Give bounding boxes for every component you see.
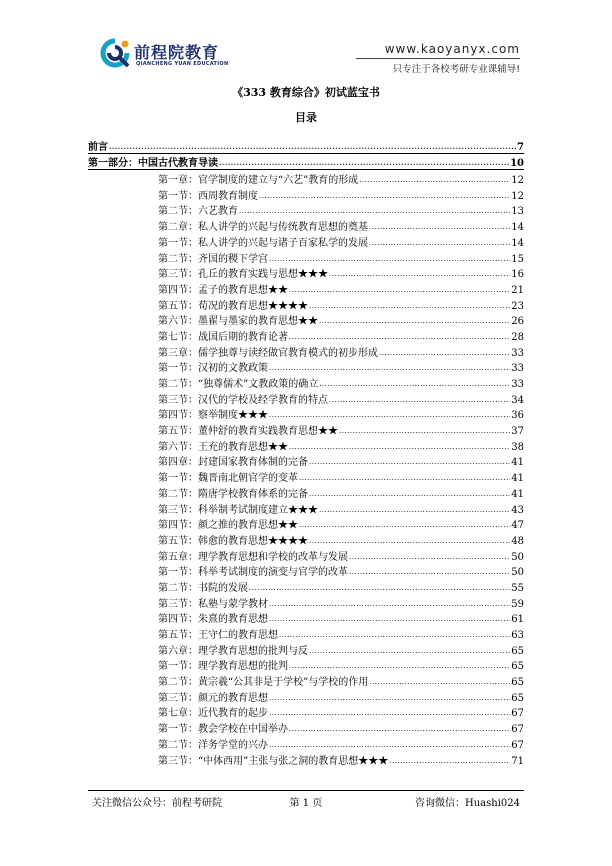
toc-leader-dots [319,378,510,390]
toc-entry-title: 第六节：王充的教育思想★★ [158,441,288,453]
toc-entry-page: 67 [511,739,524,751]
toc-entry-title: 第六章：理学教育思想的批判与反 [158,645,308,657]
toc-section-entry[interactable] [88,390,524,406]
toc-part-entry[interactable] [88,154,524,171]
toc-entry-title: 第四节：孟子的教育思想★★ [158,284,288,296]
toc-entry-page: 21 [511,284,524,296]
toc-entry-title: 第二节：洋务学堂的兴办 [158,739,268,751]
toc-leader-dots [249,582,510,594]
toc-leader-dots [339,425,510,437]
toc-leader-dots [269,598,510,610]
toc-entry-title: 第三节：汉代的学校及经学教育的特点 [158,394,328,406]
toc-entry-page: 23 [511,300,524,312]
toc-section-entry[interactable] [88,672,524,688]
brand-logo [100,38,260,74]
toc-section-entry[interactable] [88,657,524,673]
toc-leader-dots [289,660,510,672]
toc-leader-dots [329,394,510,406]
toc-leader-dots [219,157,509,169]
toc-leader-dots [269,707,510,719]
toc-entry-title: 第二节：六艺教育 [158,206,238,218]
toc-entry-title: 第一节：教会学校在中国举办 [158,724,288,736]
toc-entry-page: 34 [511,394,524,406]
toc-leader-dots [349,551,510,563]
toc-section-entry[interactable] [88,516,524,532]
toc-entry-title: 第一节：私人讲学的兴起与诸子百家私学的发展 [158,237,368,249]
toc-leader-dots [239,205,510,217]
toc-leader-dots [299,519,510,531]
toc-entry-page: 50 [511,567,524,579]
toc-entry-title: 第二节：隋唐学校教育体系的完备 [158,488,308,500]
toc-entry-title: 第三章：儒学独尊与读经做官教育模式的初步形成 [158,347,378,359]
toc-chapter-entry[interactable] [88,453,524,469]
brand-logo-icon [100,38,130,68]
toc-leader-dots [319,315,510,327]
toc-leader-dots [269,739,510,751]
toc-entry-page: 48 [511,535,524,547]
toc-entry-title: 第七节：战国后期的教育论著 [158,331,288,343]
toc-section-entry[interactable] [88,468,524,484]
toc-entry-title: 第二节：黄宗羲“公其非是于学校”与学校的作用 [158,677,369,689]
toc-entry-page: 41 [511,473,524,485]
toc-entry-title: 第四节：朱熹的教育思想 [158,614,268,626]
toc-entry-page: 33 [511,363,524,375]
toc-entry-title: 第三节：“中体西用”主张与张之洞的教育思想★★★ [158,755,389,767]
toc-entry-page: 71 [511,755,524,767]
toc-section-entry[interactable] [88,374,524,390]
table-of-contents [88,137,524,767]
toc-entry-page: 59 [511,598,524,610]
toc-leader-dots [309,456,510,468]
toc-leader-dots [289,723,510,735]
toc-entry-title: 第一节：魏晋南北朝官学的变革 [158,473,298,485]
toc-entry-title: 第四节：颜之推的教育思想★★ [158,520,298,532]
toc-leader-dots [289,284,510,296]
toc-entry-page: 14 [511,237,524,249]
toc-entry-title: 第三节：颜元的教育思想 [158,692,268,704]
toc-entry-page: 12 [511,175,524,187]
toc-entry-page: 47 [511,520,524,532]
toc-part-entry[interactable] [88,137,524,154]
toc-entry-page: 37 [511,426,524,438]
toc-entry-page: 43 [511,504,524,516]
toc-section-entry[interactable] [88,437,524,453]
toc-leader-dots [109,141,516,153]
toc-section-entry[interactable] [88,500,524,516]
page-header [0,0,612,80]
toc-entry-page: 67 [511,708,524,720]
toc-entry-page: 50 [511,551,524,563]
toc-leader-dots [389,755,510,767]
toc-section-entry[interactable] [88,719,524,735]
toc-entry-title: 第五节：韩愈的教育思想★★★★ [158,535,308,547]
toc-entry-page: 36 [511,410,524,422]
toc-section-entry[interactable] [88,688,524,704]
toc-chapter-entry[interactable] [88,170,524,186]
toc-entry-title: 第一节：理学教育思想的批判 [158,661,288,673]
toc-section-entry[interactable] [88,406,524,422]
toc-entry-title: 第三节：私塾与蒙学教材 [158,598,268,610]
toc-leader-dots [369,221,510,233]
toc-section-entry[interactable] [88,202,524,218]
site-url[interactable]: www.kaoyanyx.com [384,42,520,56]
toc-chapter-entry[interactable] [88,217,524,233]
toc-heading: 目录 [295,111,317,124]
toc-leader-dots [269,253,510,265]
toc-entry-title: 第一部分：中国古代教育导读 [88,158,218,170]
toc-section-entry[interactable] [88,265,524,281]
toc-section-entry[interactable] [88,735,524,751]
toc-entry-page: 33 [511,379,524,390]
footer-contact: 咨询微信：Huashi024 [415,798,520,809]
document-title: 《333 教育综合》初试蓝宝书 [232,86,380,99]
slogan: 只专注于各校考研专业课辅导! [392,64,520,75]
toc-entry-page: 16 [511,269,524,281]
toc-section-entry[interactable] [88,233,524,249]
toc-entry-page: 67 [511,724,524,736]
toc-leader-dots [269,613,510,625]
toc-entry-title: 第五节：王守仁的教育思想 [158,630,278,641]
toc-entry-page: 28 [511,331,524,343]
brand-name-en: QIANCHENG YUAN EDUCATION [136,61,229,67]
toc-entry-page: 61 [511,614,524,626]
toc-leader-dots [309,488,510,500]
toc-entry-title: 第三节：孔丘的教育实践与思想★★★ [158,269,328,281]
toc-leader-dots [289,441,510,453]
toc-entry-page: 38 [511,441,524,453]
toc-section-entry[interactable] [88,625,524,641]
footer-divider [88,790,524,791]
toc-entry-page: 13 [511,206,524,218]
toc-section-entry[interactable] [88,312,524,328]
toc-entry-title: 第六节：墨翟与墨家的教育思想★★ [158,316,318,328]
toc-section-entry[interactable] [88,751,524,767]
toc-entry-page: 12 [511,190,524,202]
toc-leader-dots [369,676,510,688]
toc-entry-page: 41 [511,488,524,500]
toc-entry-page: 55 [511,582,524,594]
toc-entry-title: 第一节：西周教育制度 [158,190,258,202]
toc-entry-title: 第二节：齐国的稷下学宫 [158,253,268,265]
toc-entry-title: 第二节：书院的发展 [158,582,248,594]
toc-chapter-entry[interactable] [88,343,524,359]
toc-entry-title: 第二节：“独尊儒术”文教政策的确立 [158,379,319,390]
toc-entry-page: 65 [511,645,524,657]
toc-chapter-entry[interactable] [88,641,524,657]
toc-leader-dots [269,362,510,374]
toc-chapter-entry[interactable] [88,359,524,375]
toc-entry-page: 7 [517,141,524,153]
toc-entry-page: 10 [510,158,524,170]
header-divider [356,58,520,59]
toc-leader-dots [269,409,510,421]
toc-leader-dots [319,504,510,516]
toc-section-entry[interactable] [88,421,524,437]
toc-section-entry[interactable] [88,578,524,594]
toc-leader-dots [329,268,510,280]
toc-entry-page: 65 [511,692,524,704]
toc-entry-title: 第五节：荀况的教育思想★★★★ [158,300,308,312]
footer-wechat-account: 关注微信公众号：前程考研院 [92,798,222,809]
toc-leader-dots [269,692,510,704]
toc-leader-dots [309,300,510,312]
toc-leader-dots [309,645,510,657]
toc-leader-dots [289,331,510,343]
toc-leader-dots [349,566,510,578]
toc-entry-title: 第一节：汉初的文教政策 [158,363,268,375]
toc-entry-title: 第一章：官学制度的建立与“六艺”教育的形成 [158,175,359,187]
toc-entry-title: 第五章：理学教育思想和学校的改革与发展 [158,551,348,563]
toc-entry-title: 第三节：科举制考试制度建立★★★ [158,504,318,516]
toc-entry-page: 41 [511,457,524,469]
toc-leader-dots [279,629,510,641]
toc-entry-page: 65 [511,661,524,673]
toc-section-entry[interactable] [88,249,524,265]
toc-section-entry[interactable] [88,327,524,343]
toc-entry-title: 第五节：董仲舒的教育实践教育思想★★ [158,426,338,438]
toc-entry-title: 第四章：封建国家教育体制的完备 [158,457,308,469]
toc-section-entry[interactable] [88,186,524,202]
toc-section-entry[interactable] [88,296,524,312]
toc-entry-page: 14 [511,222,524,234]
toc-entry-title: 第四节：察举制度★★★ [158,410,268,422]
toc-entry-title: 前言 [88,141,108,153]
toc-entry-page: 15 [511,253,524,265]
toc-chapter-entry[interactable] [88,704,524,720]
toc-section-entry[interactable] [88,531,524,547]
toc-entry-page: 63 [511,630,524,641]
toc-leader-dots [379,347,510,359]
toc-leader-dots [369,237,510,249]
toc-section-entry[interactable] [88,484,524,500]
toc-section-entry[interactable] [88,610,524,626]
page-number: 第 1 页 [289,798,323,809]
toc-leader-dots [299,472,510,484]
toc-entry-page: 65 [511,677,524,689]
brand-name: 前程院教育 [134,43,220,62]
toc-entry-title: 第二章：私人讲学的兴起与传统教育思想的奠基 [158,222,368,234]
toc-section-entry[interactable] [88,594,524,610]
toc-entry-title: 第七章：近代教育的起步 [158,708,268,720]
toc-chapter-entry[interactable] [88,547,524,563]
toc-section-entry[interactable] [88,280,524,296]
toc-leader-dots [309,535,510,547]
toc-entry-title: 第一节：科举考试制度的演变与官学的改革 [158,567,348,579]
toc-leader-dots [259,190,510,202]
toc-entry-page: 33 [511,347,524,359]
toc-section-entry[interactable] [88,563,524,579]
toc-leader-dots [359,174,510,186]
toc-entry-page: 26 [511,316,524,328]
